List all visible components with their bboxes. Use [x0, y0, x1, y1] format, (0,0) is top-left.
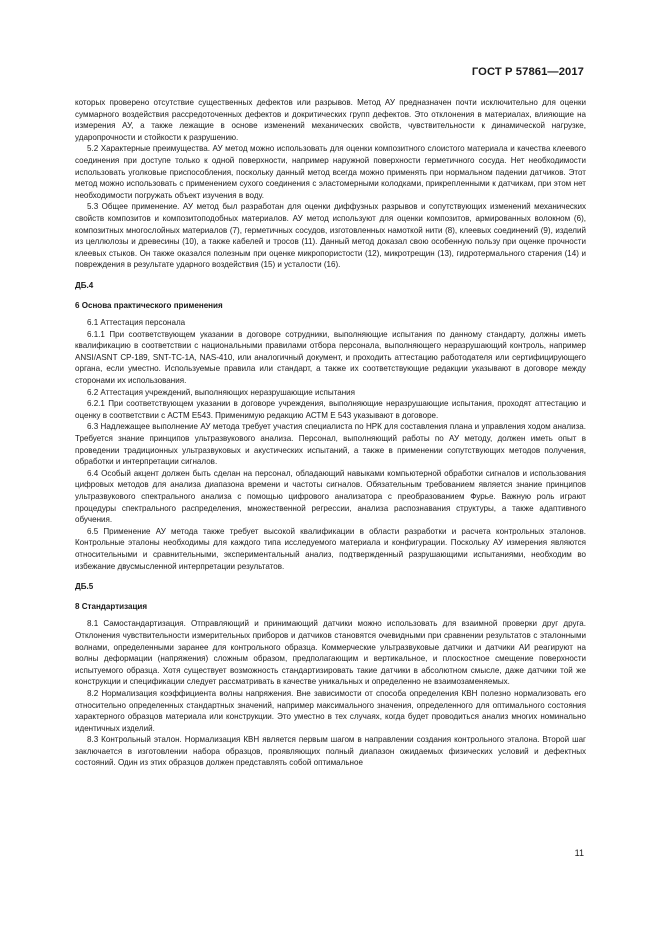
paragraph-6-2: 6.2 Аттестация учреждений, выполняющих неразрушающие испытания: [87, 387, 356, 397]
paragraph-6-3: 6.3 Надлежащее выполнение АУ метода требует участия специалиста по НРК для составления плана и управления ходом анализа. Требуется знание принципов ультразвукового анализа. Персонал, выполняющий работы по АУ методу, должен иметь опыт в проведении традиционных ультразвуковых и акустических испытаний, а также в применении сопутствующих методов получения, обработки и интерпретации сигналов.: [75, 422, 586, 467]
section-label-db4: ДБ.4: [75, 280, 94, 290]
paragraph-5-2: 5.2 Характерные преимущества. АУ метод можно использовать для оценки композитного слоистого материала и качества клеевого соединения при доступе только к одной поверхности, например наружной поверхности герметичного сосуда. Нет необходимости использовать уголковые приспособления, поскольку данный метод всегда можно применять при нормальном падении датчиков. Этот метод можно использовать с применением сухого соединения с эластомерными колодками, прикрепленными к датчикам, при этом нет необходимости погружать объект изучения в воду.: [75, 144, 586, 200]
section-label-db5: ДБ.5: [75, 582, 94, 592]
paragraph-6-1: 6.1 Аттестация персонала: [87, 318, 186, 328]
paragraph-8-2: 8.2 Нормализация коэффициента волны напряжения. Вне зависимости от способа определения КВН полезно нормализовать его относительно определенных стандартных значений, например максимального значения, определенного для оптимального состояния характерного образцов материала или конструкции. Это уместно в тех случаях, когда будет проводиться анализ многих номинально идентичных изделий.: [75, 688, 586, 733]
section-heading-6: 6 Основа практического применения: [75, 300, 223, 310]
paragraph-5-3: 5.3 Общее применение. АУ метод был разработан для оценки диффузных разрывов и сопутствующих изменений механических свойств композитов и композитоподобных материалов. АУ метод используют для оценки композитов, армированных волокном (6), композитных многослойных материалов (7), герметичных сосудов, изготовленных намоткой нити (8), клеевых соединений (9), изделий из целлюлозы и древесины (10), а также кабелей и тросов (11). Данный метод доказал свою особенную пользу при оценке прочности клеевых стыков. Он также оказался полезным при оценке микропористости (12), микротрещин (13), гидротермального старения (14) и повреждения в результате ударного воздействия (15) и усталости (16).: [75, 202, 586, 270]
document-code-header: ГОСТ Р 57861—2017: [471, 66, 584, 78]
paragraph-8-3: 8.3 Контрольный эталон. Нормализация КВН является первым шагом в направлении создания контрольного эталона. Второй шаг заключается в изготовлении набора образцов, проявляющих полный диапазон ожидаемых физических условий и дефектных состояний. Один из этих образцов должен представлять собой оптимальное: [75, 735, 586, 768]
paragraph-6-1-1: 6.1.1 При соответствующем указании в договоре сотрудники, выполняющие испытания по данному стандарту, должны иметь квалификацию в соответствии с национальными правилами отбора персонала, выполняющего неразрушающий контроль, например ANSI/ASNT CP-189, SNT-TC-1A, NAS-410, или аналогичный документ, и проходить аттестацию работодателя или сертифицирующего органа, если уместно. Используемые правила или стандарт, а также их соответствующие редакции указывают в договоре между сторонами их использования.: [75, 329, 586, 386]
document-body: [75, 97, 586, 769]
paragraph-6-2-1: 6.2.1 При соответствующем указании в договоре учреждения, выполняющие неразрушающие испытания, проходят аттестацию и оценку в соответствии с АСТМ Е543. Применимую редакцию АСТМ Е 543 указывают в договоре.: [75, 399, 586, 420]
paragraph-intro: которых проверено отсутствие существенных дефектов или разрывов. Метод АУ предназначен почти исключительно для оценки суммарного воздействия рассредоточенных дефектов и докритических групп дефектов. Это отклонения в материалах, влияющие на измерения АУ, а также лежащие в основе изменений механических свойств, чувствительности к динамической нагрузке, ударопрочности и стойкости к разрушению.: [75, 98, 586, 142]
paragraph-8-1: 8.1 Самостандартизация. Отправляющий и принимающий датчики можно использовать для взаимной проверки друг друга. Отклонения чувствительности измерительных приборов и датчиков становятся очевидными при сравнении результатов с эталонными волнами, определенными заранее для контрольного образца. Коммерческие ультразвуковые датчики и датчики АИ реагируют на волны деформации (напряжения) сложным образом, предполагающим и вертикальное, и плоскостное смещение поверхности испытуемого образца. Хотя существует возможность стандартизировать такие датчики в абсолютном смысле, даже датчики той же конструкции и спецификации следует рассматривать в качестве уникальных и определенно не взаимозаменяемых.: [75, 619, 586, 687]
section-heading-8: 8 Стандартизация: [75, 601, 148, 611]
paragraph-6-4: 6.4 Особый акцент должен быть сделан на персонал, обладающий навыками компьютерной обработки сигналов и использования цифровых методов для анализа диапазона времени и частоты сигналов. Обязательным требованием является знание принципов ультразвукового спектрального анализа с помощью цифрового анализатора с преобразованием Фурье. Важную роль играют процедуры спектрального распределения, множественной регрессии, анализа распознавания структуры, а также адаптивного обучения.: [75, 468, 586, 525]
page-number: 11: [574, 848, 584, 858]
paragraph-6-5: 6.5 Применение АУ метода также требует высокой квалификации в области разработки и расчета контрольных эталонов. Контрольные эталоны необходимы для каждого типа исследуемого материала и конфигурации. Поскольку АУ измерения являются относительными и сравнительными, экспериментальный анализ, подтвержденный разрушающими испытаниями, необходим во избежание двусмысленной интерпретации результатов.: [75, 526, 586, 571]
